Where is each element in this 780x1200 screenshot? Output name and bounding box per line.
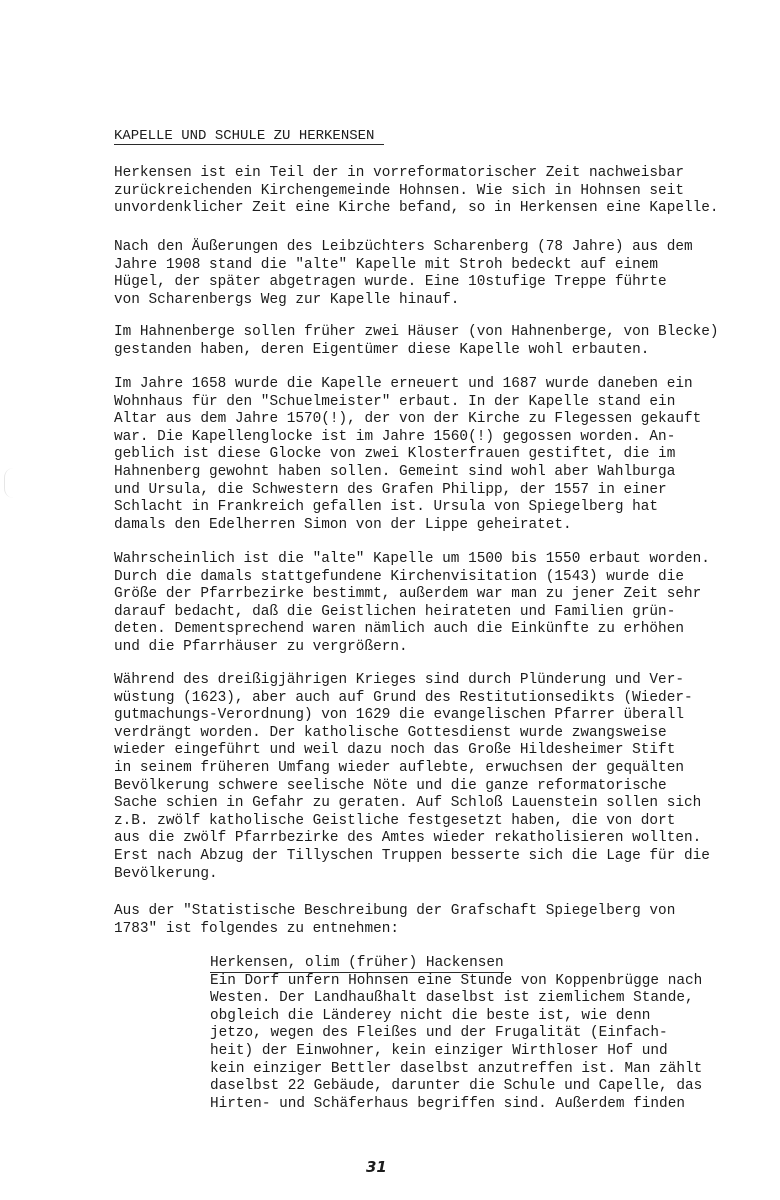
heading-underline: [114, 144, 384, 145]
page-number: 31: [366, 1158, 387, 1176]
text-line: Jahre 1908 stand die "alte" Kapelle mit Stroh bedeckt auf einem: [114, 256, 659, 273]
scan-margin-mark: [4, 468, 23, 498]
text-line: war. Die Kapellenglocke ist im Jahre 1560(!) gegossen worden. An-: [114, 428, 676, 445]
text-line: Herkensen ist ein Teil der in vorreformatorischer Zeit nachweisbar: [114, 165, 684, 181]
text-line: Hirten- und Schäferhaus begriffen sind. Außerdem finden: [210, 1095, 685, 1112]
text-line: Wahrscheinlich ist die "alte" Kapelle um 1500 bis 1550 erbaut worden.: [114, 551, 710, 567]
paragraph-1: [114, 165, 719, 218]
text-line: 1783" ist folgendes zu entnehmen:: [114, 920, 399, 937]
text-line: verdrängt worden. Der katholische Gottesdienst wurde zwangsweise: [114, 724, 667, 741]
text-line: von Scharenbergs Weg zur Kapelle hinauf.: [114, 291, 460, 308]
paragraph-6: [114, 672, 714, 883]
text-line: Erst nach Abzug der Tillyschen Truppen besserte sich die Lage für die: [114, 847, 710, 864]
text-line: Größe der Pfarrbezirke bestimmt, außerdem war man zu jener Zeit sehr: [114, 586, 702, 603]
paragraph-2: [114, 239, 714, 309]
excerpt-title-text: Herkensen, olim (früher) Hackensen: [210, 955, 504, 971]
text-line: obgleich die Länderey nicht die beste ist, wie denn: [210, 1007, 651, 1024]
text-line: Aus der "Statistische Beschreibung der Grafschaft Spiegelberg von: [114, 903, 676, 919]
text-line: geblich ist diese Glocke von zwei Klosterfrauen gestiftet, die im: [114, 446, 676, 463]
section-heading: KAPELLE UND SCHULE ZU HERKENSEN: [114, 128, 375, 144]
paragraph-7: [114, 903, 714, 938]
text-line: Hügel, der später abgetragen wurde. Eine 10stufige Treppe führte: [114, 274, 667, 291]
text-line: Schlacht in Frankreich gefallen ist. Ursula von Spiegelberg hat: [114, 499, 659, 516]
text-line: darauf bedacht, daß die Geistlichen heirateten und Familien grün-: [114, 603, 676, 620]
text-line: gestanden haben, deren Eigentümer diese Kapelle wohl erbauten.: [114, 341, 650, 358]
text-line: Während des dreißigjährigen Krieges sind durch Plünderung und Ver-: [114, 672, 684, 688]
text-line: in seinem früheren Umfang wieder auflebte, erwuchsen der gequälten: [114, 759, 684, 776]
text-line: Wohnhaus für den "Schuelmeister" erbaut. In der Kapelle stand ein: [114, 393, 676, 410]
text-line: daselbst 22 Gebäude, darunter die Schule und Capelle, das: [210, 1078, 703, 1095]
text-line: aus die zwölf Pfarrbezirke des Amtes wieder rekatholisieren wollten.: [114, 830, 702, 847]
text-line: gutmachungs-Verordnung) von 1629 die evangelischen Pfarrer überall: [114, 707, 684, 724]
excerpt-title: [210, 955, 710, 973]
paragraph-3: [114, 324, 719, 359]
text-line: und Ursula, die Schwestern des Grafen Philipp, der 1557 in einer: [114, 481, 667, 498]
text-line: Im Hahnenberge sollen früher zwei Häuser (von Hahnenberge, von Blecke): [114, 324, 719, 340]
text-line: deten. Dementsprechend waren nämlich auch die Einkünfte zu erhöhen: [114, 621, 684, 638]
text-line: Durch die damals stattgefundene Kirchenvisitation (1543) wurde die: [114, 568, 684, 585]
text-line: jetzo, wegen des Fleißes und der Frugalität (Einfach-: [210, 1025, 668, 1042]
text-line: Bevölkerung schwere seelische Nöte und die ganze reformatorische: [114, 777, 667, 794]
text-line: kein einziger Bettler daselbst anzutreffen ist. Man zählt: [210, 1060, 703, 1077]
text-line: Bevölkerung.: [114, 865, 218, 882]
text-line: Nach den Äußerungen des Leibzüchters Scharenberg (78 Jahre) aus dem: [114, 239, 693, 255]
quoted-excerpt: [210, 955, 710, 1113]
text-line: wieder eingeführt und weil dazu noch das Große Hildesheimer Stift: [114, 742, 676, 759]
text-line: unvordenklicher Zeit eine Kirche befand, so in Herkensen eine Kapelle.: [114, 200, 719, 217]
text-line: Ein Dorf unfern Hohnsen eine Stunde von Koppenbrügge nach: [210, 972, 703, 989]
text-line: Altar aus dem Jahre 1570(!), der von der Kirche zu Flegessen gekauft: [114, 411, 702, 428]
text-line: und die Pfarrhäuser zu vergrößern.: [114, 638, 408, 655]
text-line: zurückreichenden Kirchengemeinde Hohnsen. Wie sich in Hohnsen seit: [114, 182, 684, 199]
text-line: wüstung (1623), aber auch auf Grund des Restitutionsedikts (Wieder-: [114, 689, 693, 706]
text-line: Sache schien in Gefahr zu geraten. Auf Schloß Lauenstein sollen sich: [114, 795, 702, 812]
text-line: damals den Edelherren Simon von der Lippe geheiratet.: [114, 516, 572, 533]
text-line: Im Jahre 1658 wurde die Kapelle erneuert und 1687 wurde daneben ein: [114, 376, 693, 392]
text-line: z.B. zwölf katholische Geistliche festgesetzt haben, die von dort: [114, 812, 676, 829]
paragraph-4: [114, 376, 714, 534]
text-line: Westen. Der Landhaußhalt daselbst ist ziemlichem Stande,: [210, 990, 694, 1007]
text-line: heit) der Einwohner, kein einziger Wirthloser Hof und: [210, 1042, 668, 1059]
text-line: Hahnenberg gewohnt haben sollen. Gemeint sind wohl aber Wahlburga: [114, 463, 676, 480]
paragraph-5: [114, 551, 714, 657]
